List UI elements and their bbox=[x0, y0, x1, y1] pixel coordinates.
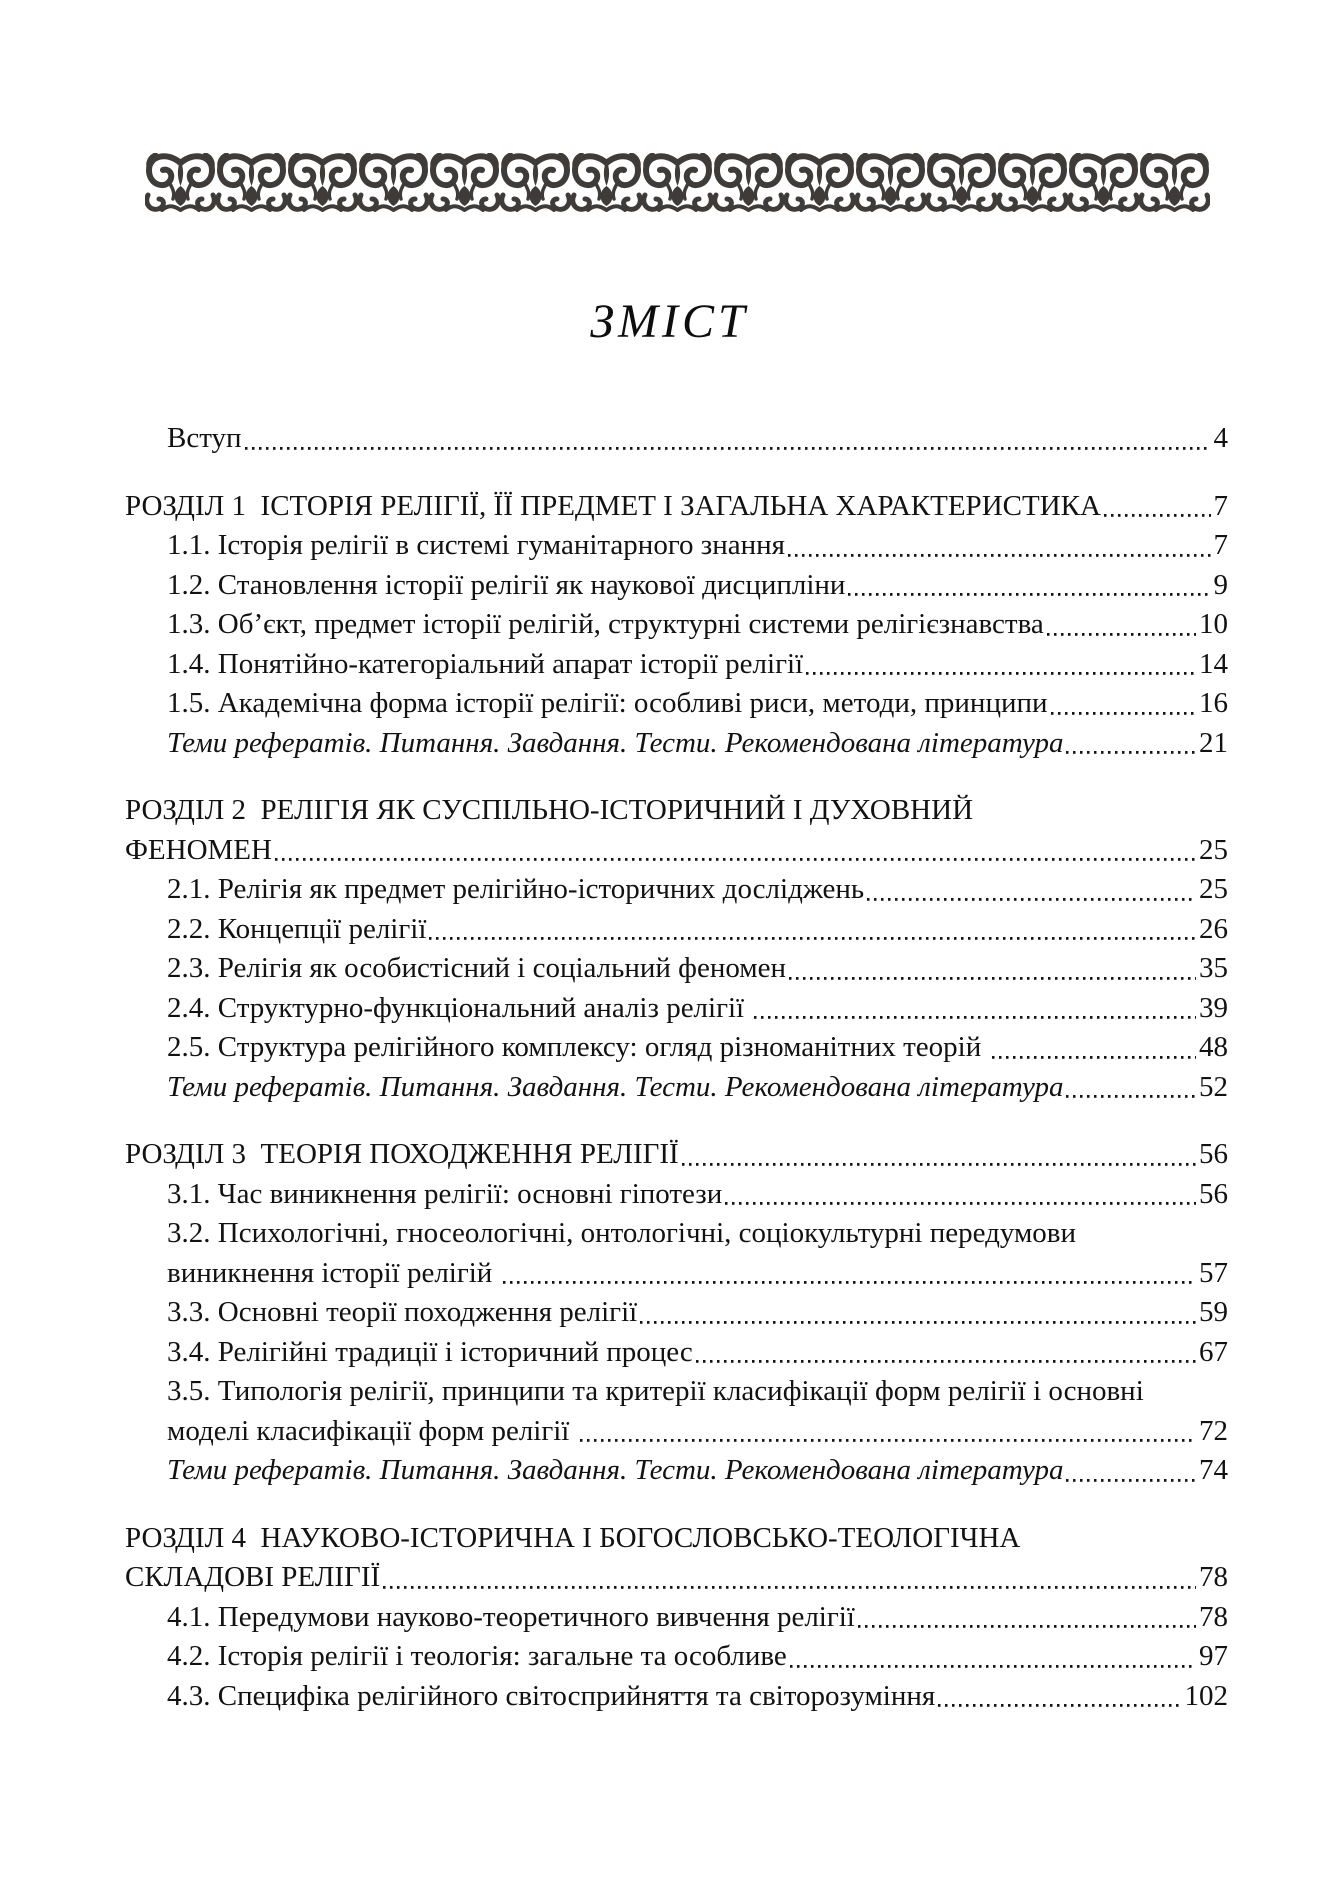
toc-entry-page: 57 bbox=[1199, 1256, 1228, 1289]
toc-entry bbox=[125, 605, 1228, 645]
toc-entry-page: 56 bbox=[1199, 1138, 1228, 1170]
dot-leader bbox=[578, 1412, 1198, 1452]
toc-entry-text: 4.3. Специфіка релігійного світосприйняття та світорозуміння bbox=[167, 1679, 936, 1712]
toc-entry-text: РОЗДІЛ 1 ІСТОРІЯ РЕЛІГІЇ, ЇЇ ПРЕДМЕТ І ЗАГАЛЬНА ХАРАКТЕРИСТИКА bbox=[125, 489, 1101, 522]
toc-entry-text: 2.2. Концепції релігії bbox=[167, 912, 427, 945]
dot-leader bbox=[680, 1135, 1198, 1175]
toc-entry bbox=[125, 1254, 1228, 1294]
toc-entry bbox=[125, 1175, 1228, 1215]
dot-leader bbox=[243, 419, 1213, 459]
toc-entry-page: 67 bbox=[1199, 1335, 1228, 1368]
toc-entry-text: 1.4. Понятійно-категоріальний апарат історії релігії bbox=[167, 647, 804, 680]
toc-entry-text: РОЗДІЛ 2 РЕЛІГІЯ ЯК СУСПІЛЬНО-ІСТОРИЧНИЙ І ДУХОВНИЙ bbox=[125, 794, 974, 826]
toc-entry-text: 3.4. Релігійні традиції і історичний процес bbox=[167, 1335, 693, 1368]
dot-leader bbox=[1064, 1451, 1198, 1491]
toc-entry bbox=[125, 724, 1228, 764]
dot-leader bbox=[990, 1028, 1198, 1068]
dot-leader bbox=[856, 1598, 1198, 1638]
dot-leader bbox=[723, 1175, 1198, 1215]
dot-leader bbox=[936, 1677, 1183, 1717]
toc-entry-page: 72 bbox=[1199, 1414, 1228, 1447]
toc-entry-text: виникнення історії релігій bbox=[167, 1256, 500, 1289]
toc-entry bbox=[125, 1637, 1228, 1677]
toc-entry-text: Теми рефератів. Питання. Завдання. Тести. Рекомендована література bbox=[167, 1454, 1064, 1486]
toc-entry-page: 26 bbox=[1199, 912, 1228, 945]
dot-leader bbox=[1064, 724, 1198, 764]
toc-entry-text: РОЗДІЛ 3 ТЕОРІЯ ПОХОДЖЕННЯ РЕЛІГІЇ bbox=[125, 1138, 679, 1170]
toc-entry-text: 3.2. Психологічні, гносеологічні, онтологічні, соціокультурні передумови bbox=[167, 1217, 1077, 1249]
toc-entry-text: Теми рефератів. Питання. Завдання. Тести. Рекомендована література bbox=[167, 1070, 1064, 1103]
toc-entry-page: 7 bbox=[1213, 489, 1228, 522]
toc-entry-page: 39 bbox=[1199, 991, 1228, 1024]
dot-leader bbox=[638, 1293, 1198, 1333]
toc-entry bbox=[125, 910, 1228, 950]
dot-leader bbox=[752, 989, 1198, 1029]
toc-entry bbox=[125, 645, 1228, 685]
toc-entry-page: 52 bbox=[1199, 1070, 1228, 1103]
dot-leader bbox=[787, 949, 1198, 989]
toc-entry-text: 3.1. Час виникнення релігії: основні гіпотези bbox=[167, 1177, 723, 1210]
toc-entry-page: 78 bbox=[1199, 1600, 1228, 1633]
toc-entry-text: моделі класифікації форм релігії bbox=[167, 1414, 577, 1447]
toc-entry-page: 102 bbox=[1184, 1679, 1228, 1712]
toc-entry bbox=[125, 1519, 1228, 1559]
toc-entry bbox=[125, 1068, 1228, 1108]
toc-entry bbox=[125, 1558, 1228, 1598]
toc-entry bbox=[125, 566, 1228, 606]
toc-entry-text: 1.2. Становлення історії релігії як наукової дисципліни bbox=[167, 568, 846, 601]
toc-entry-page: 25 bbox=[1199, 873, 1228, 905]
toc-entry-page: 74 bbox=[1199, 1454, 1228, 1486]
dot-leader bbox=[1049, 684, 1198, 724]
dot-leader bbox=[273, 831, 1198, 871]
toc-entry-text: РОЗДІЛ 4 НАУКОВО-ІСТОРИЧНА І БОГОСЛОВСЬКО-ТЕОЛОГІЧНА bbox=[125, 1521, 1021, 1554]
toc-entry-text: 1.3. Об’єкт, предмет історії релігій, структурні системи релігієзнавства bbox=[167, 608, 1044, 640]
toc-entry-text: 1.1. Історія релігії в системі гуманітарного знання bbox=[167, 529, 785, 561]
toc-entry bbox=[125, 1333, 1228, 1373]
toc-entry-page: 78 bbox=[1199, 1561, 1228, 1593]
toc-entry-text: 4.1. Передумови науково-теоретичного вивчення релігії bbox=[167, 1600, 855, 1633]
toc-entry-page: 7 bbox=[1213, 529, 1228, 561]
toc-entry bbox=[125, 1293, 1228, 1333]
dot-leader bbox=[846, 566, 1212, 606]
toc-entry-page: 21 bbox=[1199, 726, 1228, 759]
toc-entry-text: 1.5. Академічна форма історії релігії: особливі риси, методи, принципи bbox=[167, 687, 1048, 719]
toc-entry bbox=[125, 1451, 1228, 1491]
toc-entry-text: 3.3. Основні теорії походження релігії bbox=[167, 1296, 638, 1328]
toc-entry-page: 56 bbox=[1199, 1177, 1228, 1210]
toc-entry-page: 35 bbox=[1199, 952, 1228, 984]
toc-entry-text: Теми рефератів. Питання. Завдання. Тести. Рекомендована література bbox=[167, 726, 1064, 759]
toc-entry-page: 4 bbox=[1213, 422, 1228, 454]
toc-entry bbox=[125, 1372, 1228, 1412]
toc-entry bbox=[125, 1135, 1228, 1175]
toc-entry-text: 2.1. Релігія як предмет релігійно-історичних досліджень bbox=[167, 873, 865, 905]
toc-entry-page: 16 bbox=[1199, 687, 1228, 719]
toc-entry-page: 10 bbox=[1199, 608, 1228, 640]
dot-leader bbox=[865, 870, 1198, 910]
dot-leader bbox=[804, 645, 1198, 685]
toc-entry bbox=[125, 989, 1228, 1029]
toc-entry bbox=[125, 1598, 1228, 1638]
dot-leader bbox=[1045, 605, 1198, 645]
ornament-border bbox=[145, 153, 1210, 212]
toc-entry-page: 14 bbox=[1199, 647, 1228, 680]
toc-entry bbox=[125, 870, 1228, 910]
toc-entry-text: 4.2. Історія релігії і теологія: загальне та особливе bbox=[167, 1640, 787, 1672]
dot-leader bbox=[788, 1637, 1198, 1677]
toc-entry-page: 48 bbox=[1199, 1031, 1228, 1063]
toc-entry-page: 97 bbox=[1199, 1640, 1228, 1672]
toc-entry bbox=[125, 1677, 1228, 1717]
table-of-contents bbox=[125, 419, 1228, 1716]
toc-entry bbox=[125, 1412, 1228, 1452]
page-title: ЗМІСТ bbox=[590, 295, 749, 348]
toc-entry bbox=[125, 419, 1228, 459]
toc-entry-page: 25 bbox=[1199, 833, 1228, 866]
toc-entry-text: Вступ bbox=[167, 422, 242, 454]
toc-entry bbox=[125, 526, 1228, 566]
toc-entry-text: 2.3. Релігія як особистісний і соціальний феномен bbox=[167, 952, 787, 984]
dot-leader bbox=[1064, 1068, 1198, 1108]
dot-leader bbox=[427, 910, 1198, 950]
dot-leader bbox=[786, 526, 1213, 566]
toc-entry-text: 3.5. Типологія релігії, принципи та критерії класифікації форм релігії і основні bbox=[167, 1375, 1144, 1407]
toc-entry bbox=[125, 1028, 1228, 1068]
toc-entry bbox=[125, 791, 1228, 831]
toc-entry bbox=[125, 949, 1228, 989]
toc-entry-page: 59 bbox=[1199, 1296, 1228, 1328]
toc-entry-text: 2.4. Структурно-функціональний аналіз релігії bbox=[167, 991, 752, 1024]
dot-leader bbox=[381, 1558, 1198, 1598]
dot-leader bbox=[501, 1254, 1198, 1294]
toc-entry bbox=[125, 487, 1228, 527]
toc-entry bbox=[125, 831, 1228, 871]
toc-entry-text: ФЕНОМЕН bbox=[125, 833, 272, 866]
toc-entry bbox=[125, 1214, 1228, 1254]
toc-entry-page: 9 bbox=[1213, 568, 1228, 601]
toc-entry-text: 2.5. Структура релігійного комплексу: огляд різноманітних теорій bbox=[167, 1031, 989, 1063]
dot-leader bbox=[694, 1333, 1198, 1373]
ornament-pattern-svg bbox=[145, 153, 1210, 212]
dot-leader bbox=[1102, 487, 1213, 527]
toc-entry-text: СКЛАДОВІ РЕЛІГІЇ bbox=[125, 1561, 381, 1593]
toc-entry bbox=[125, 684, 1228, 724]
